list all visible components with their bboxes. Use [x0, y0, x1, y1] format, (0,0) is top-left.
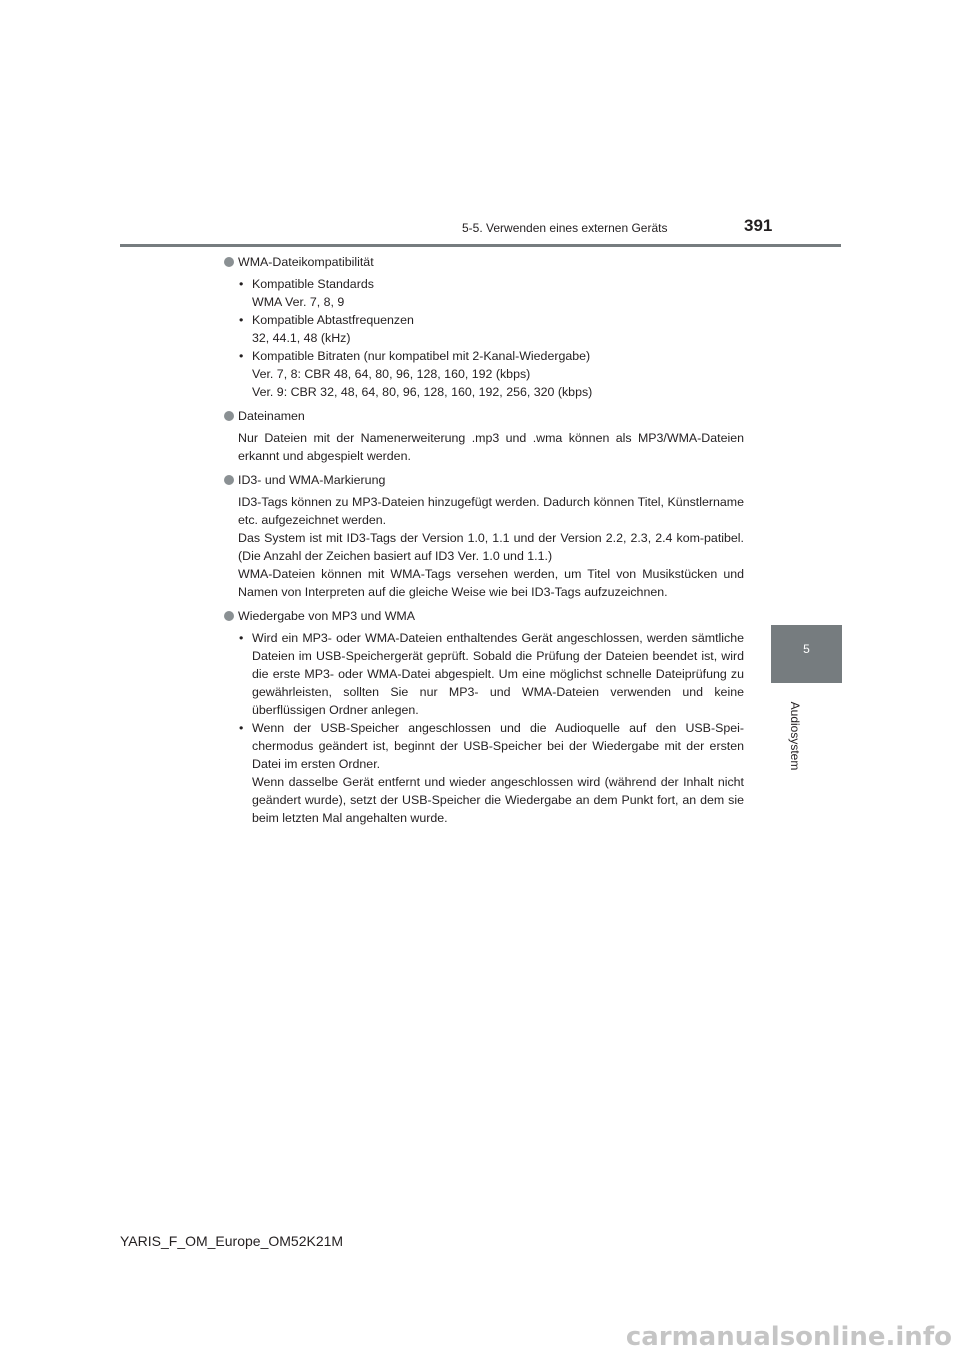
bullet-circle-icon	[224, 611, 234, 621]
paragraph: Das System ist mit ID3-Tags der Version 1.0, 1.1 und der Version 2.2, 2.3, 2.4 kom-patibel. (Die Anzahl der Zeichen basiert auf ID3 Ver. 1.0 und 1.1.)	[238, 531, 744, 563]
paragraph: WMA-Dateien können mit WMA-Tags versehen werden, um Titel von Musikstücken und Namen von Interpreten auf die gleiche Weise wie bei ID3-Tags aufzuzeichnen.	[238, 567, 744, 599]
section-title: 5-5. Verwenden eines externen Geräts	[462, 221, 668, 235]
section-body	[238, 275, 744, 401]
bullet-icon: •	[239, 349, 244, 363]
content-section	[224, 607, 744, 827]
list-item-line: Ver. 7, 8: CBR 48, 64, 80, 96, 128, 160, 192 (kbps)	[252, 367, 531, 381]
list-item-line: Kompatible Bitraten (nur kompatibel mit 2-Kanal-Wiedergabe)	[252, 349, 591, 363]
section-body	[238, 629, 744, 827]
paragraph: Nur Dateien mit der Namenerweiterung .mp3 und .wma können als MP3/WMA-Dateien erkannt und abgespielt werden.	[238, 431, 744, 463]
list-item-line: Kompatible Abtastfrequenzen	[252, 313, 414, 327]
content-section	[224, 407, 744, 465]
bullet-icon: •	[239, 277, 244, 291]
list-item-line: WMA Ver. 7, 8, 9	[252, 295, 345, 309]
list-item-line: Kompatible Standards	[252, 277, 374, 291]
section-heading	[224, 607, 744, 625]
section-body	[238, 493, 744, 601]
section-body	[238, 429, 744, 465]
bullet-icon: •	[239, 721, 244, 735]
watermark-logo: carmanualsonline.info	[625, 1322, 952, 1352]
bullet-circle-icon	[224, 475, 234, 485]
chapter-number: 5	[803, 642, 810, 656]
header-divider	[120, 244, 841, 247]
bullet-icon: •	[239, 631, 244, 645]
list-item-line: Wenn der USB-Speicher angeschlossen und die Audioquelle auf den USB-Spei-chermodus geändert ist, beginnt der USB-Speicher bei der Wiedergabe mit der ersten Datei im ersten Ordner.	[252, 721, 744, 771]
list-item-line: Wenn dasselbe Gerät entfernt und wieder angeschlossen wird (während der Inhalt nicht geändert wurde), setzt der USB-Speicher die Wiedergabe an dem Punkt fort, an dem sie beim letzten Mal angehalten wurde.	[252, 775, 744, 825]
list-item-line: Ver. 9: CBR 32, 48, 64, 80, 96, 128, 160, 192, 256, 320 (kbps)	[252, 385, 593, 399]
list-item	[238, 347, 744, 401]
list-item	[238, 719, 744, 827]
chapter-label: Audiosystem	[788, 701, 802, 771]
chapter-tab	[771, 625, 842, 683]
section-heading	[224, 253, 744, 271]
list-item-line: 32, 44.1, 48 (kHz)	[252, 331, 351, 345]
content-section	[224, 471, 744, 601]
page-content	[224, 253, 744, 833]
bullet-circle-icon	[224, 257, 234, 267]
list-item	[238, 275, 744, 311]
bullet-circle-icon	[224, 411, 234, 421]
list-item	[238, 311, 744, 347]
list-item-line: Wird ein MP3- oder WMA-Dateien enthaltendes Gerät angeschlossen, werden sämtliche Dateien im USB-Speichergerät geprüft. Sobald die Prüfung der Dateien beendet ist, wird die erste MP3- oder WMA-Datei abgespielt. Um eine möglichst schnelle Dateiprüfung zu gewährleisten, sollten Sie nur MP3- und WMA-Dateien verwenden und keine überflüssigen Ordner anlegen.	[252, 631, 744, 717]
section-heading-text: Wiedergabe von MP3 und WMA	[238, 609, 415, 623]
bullet-icon: •	[239, 313, 244, 327]
content-section	[224, 253, 744, 401]
list-item	[238, 629, 744, 719]
section-heading	[224, 471, 744, 489]
section-heading-text: WMA-Dateikompatibilität	[238, 255, 374, 269]
section-heading	[224, 407, 744, 425]
document-code: YARIS_F_OM_Europe_OM52K21M	[120, 1233, 344, 1249]
paragraph: ID3-Tags können zu MP3-Dateien hinzugefügt werden. Dadurch können Titel, Künstlername etc. aufgezeichnet werden.	[238, 495, 744, 527]
section-heading-text: ID3- und WMA-Markierung	[238, 473, 386, 487]
section-heading-text: Dateinamen	[238, 409, 305, 423]
page-number: 391	[744, 216, 773, 235]
